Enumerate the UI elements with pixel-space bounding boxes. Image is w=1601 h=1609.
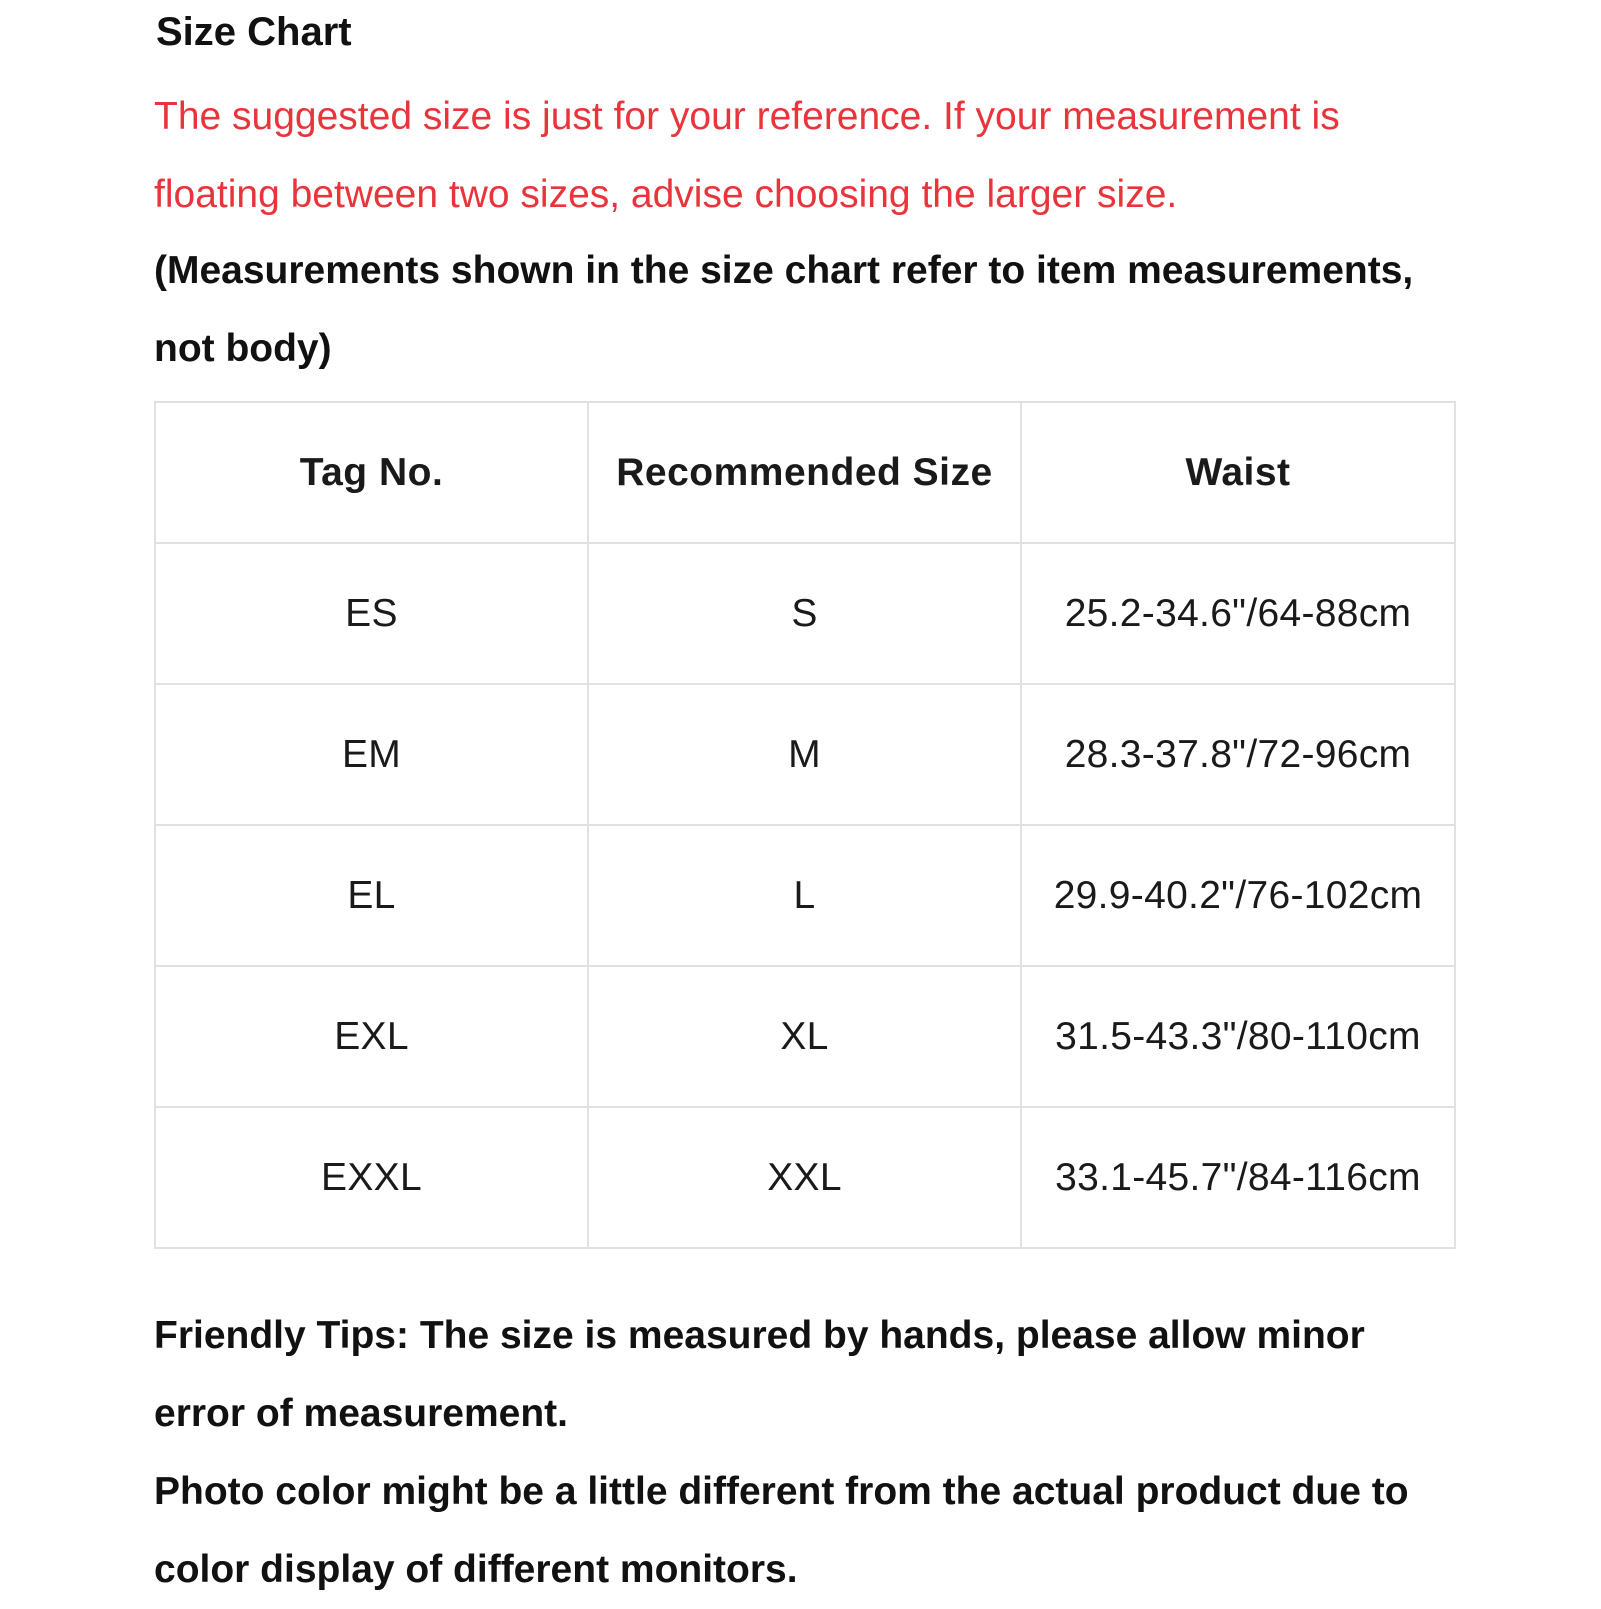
table-header-row [155, 402, 1455, 543]
reference-note: The suggested size is just for your reference. If your measurement is floating between two sizes, advise choosing the larger size. [154, 95, 1340, 216]
page-title: Size Chart [156, 10, 352, 54]
cell-waist: 29.9-40.2"/76-102cm [1021, 825, 1455, 966]
cell-waist: 31.5-43.3"/80-110cm [1021, 966, 1455, 1107]
cell-tag-no: EL [155, 825, 588, 966]
cell-recommended-size: XL [588, 966, 1021, 1107]
header-recommended-size: Recommended Size [588, 402, 1021, 543]
size-table [154, 401, 1456, 1249]
cell-recommended-size: S [588, 543, 1021, 684]
cell-waist: 33.1-45.7"/84-116cm [1021, 1107, 1455, 1248]
table-row [155, 684, 1455, 825]
measurement-note: (Measurements shown in the size chart refer to item measurements, not body) [154, 249, 1414, 370]
table-row [155, 1107, 1455, 1248]
cell-recommended-size: XXL [588, 1107, 1021, 1248]
header-tag-no: Tag No. [155, 402, 588, 543]
cell-recommended-size: M [588, 684, 1021, 825]
friendly-tips: Friendly Tips: The size is measured by hands, please allow minor error of measurement. [154, 1314, 1365, 1435]
cell-tag-no: EXL [155, 966, 588, 1107]
photo-color-note: Photo color might be a little different from the actual product due to color display of different monitors. [154, 1470, 1409, 1591]
header-waist: Waist [1021, 402, 1455, 543]
table-row [155, 825, 1455, 966]
cell-tag-no: EXXL [155, 1107, 588, 1248]
cell-tag-no: EM [155, 684, 588, 825]
cell-tag-no: ES [155, 543, 588, 684]
table-row [155, 543, 1455, 684]
cell-waist: 25.2-34.6"/64-88cm [1021, 543, 1455, 684]
tips-section [154, 1297, 1454, 1609]
table-row [155, 966, 1455, 1107]
cell-waist: 28.3-37.8"/72-96cm [1021, 684, 1455, 825]
cell-recommended-size: L [588, 825, 1021, 966]
